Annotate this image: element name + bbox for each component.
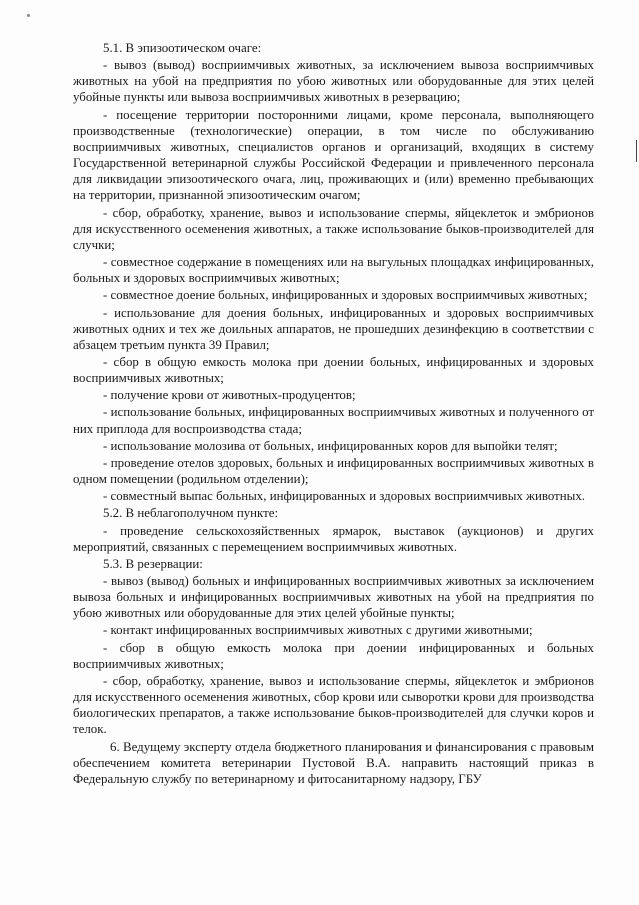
restriction-item: - использование для доения больных, инфицированных и здоровых восприимчивых животных одних и тех же доильных аппаратов, не прошедших дезинфекцию в соответствии с абзацем третьим пункта 39 Правил; — [73, 305, 594, 352]
restriction-item: - совместный выпас больных, инфицированных и здоровых восприимчивых животных. — [103, 489, 586, 504]
restriction-item: - использование больных, инфицированных восприимчивых животных и полученного от них приплода для воспроизводства стада; — [73, 405, 594, 436]
restriction-item: - совместное доение больных, инфицированных и здоровых восприимчивых животных; — [103, 288, 588, 303]
restriction-item: - посещение территории посторонними лицами, кроме персонала, выполняющего производственные (технологические) операции, в том числе по обслуживанию восприимчивых животных, специалистов органов и организаций, входящих в систему Государственной ветеринарной службы Российской Федерации и привлеченного персонала для ликвидации эпизоотического очага, лиц, проживающих и (или) временно пребывающих на территории, признанной эпизоотическим очагом; — [73, 107, 594, 203]
restriction-item: - совместное содержание в помещениях или на выгульных площадках инфицированных, больных и здоровых восприимчивых животных; — [73, 255, 594, 286]
section-heading-5-3: 5.3. В резервации: — [103, 556, 203, 571]
scan-speck — [27, 14, 30, 17]
restriction-item: - проведение отелов здоровых, больных и инфицированных восприимчивых животных в одном помещении (родильном отделении); — [73, 455, 594, 487]
restriction-item: - сбор в общую емкость молока при доении инфицированных и больных восприимчивых животных; — [73, 640, 594, 671]
restriction-item: - получение крови от животных-продуцентов; — [103, 388, 356, 403]
section-heading-5-1: 5.1. В эпизоотическом очаге: — [103, 41, 262, 55]
restriction-item: - сбор в общую емкость молока при доении больных, инфицированных и здоровых восприимчивых животных; — [73, 354, 594, 386]
restriction-item: - использование молозива от больных, инфицированных коров для выпойки телят; — [103, 438, 558, 453]
restriction-item: - сбор, обработку, хранение, вывоз и использование спермы, яйцеклеток и эмбрионов для искусственного осеменения животных, а также использование быков-производителей для случки; — [73, 205, 594, 252]
restriction-item: - сбор, обработку, хранение, вывоз и использование спермы, яйцеклеток и эмбрионов для искусственного осеменения животных, сбор крови или сыворотки крови для производства биологических препаратов, а также использование быков-производителей для случки коров и телок. — [73, 673, 594, 737]
restriction-item: - контакт инфицированных восприимчивых животных с другими животными; — [103, 623, 533, 638]
section-heading-5-2: 5.2. В неблагополучном пункте: — [103, 506, 279, 521]
document-body — [73, 40, 594, 788]
restriction-item: - вывоз (вывод) больных и инфицированных восприимчивых животных за исключением вывоза больных и инфицированных восприимчивых животных на убой на предприятия по убою животных или оборудованные для этих целей убойные пункты; — [73, 574, 594, 621]
order-paragraph-6: 6. Ведущему эксперту отдела бюджетного планирования и финансирования с правовым обеспечением комитета ветеринарии Пустовой В.А. направить настоящий приказ в Федеральную службу по ветеринарному и фитосанитарному надзору, ГБУ — [73, 739, 594, 786]
restriction-item: - проведение сельскохозяйственных ярмарок, выставок (аукционов) и других мероприятий, связанных с перемещением восприимчивых животных. — [73, 523, 594, 554]
scan-edge-mark — [636, 140, 638, 162]
restriction-item: - вывоз (вывод) восприимчивых животных, за исключением вывоза восприимчивых животных на убой на предприятия по убою животных или оборудованные для этих целей убойные пункты или вывоза восприимчивых животных в резервацию; — [73, 58, 594, 105]
